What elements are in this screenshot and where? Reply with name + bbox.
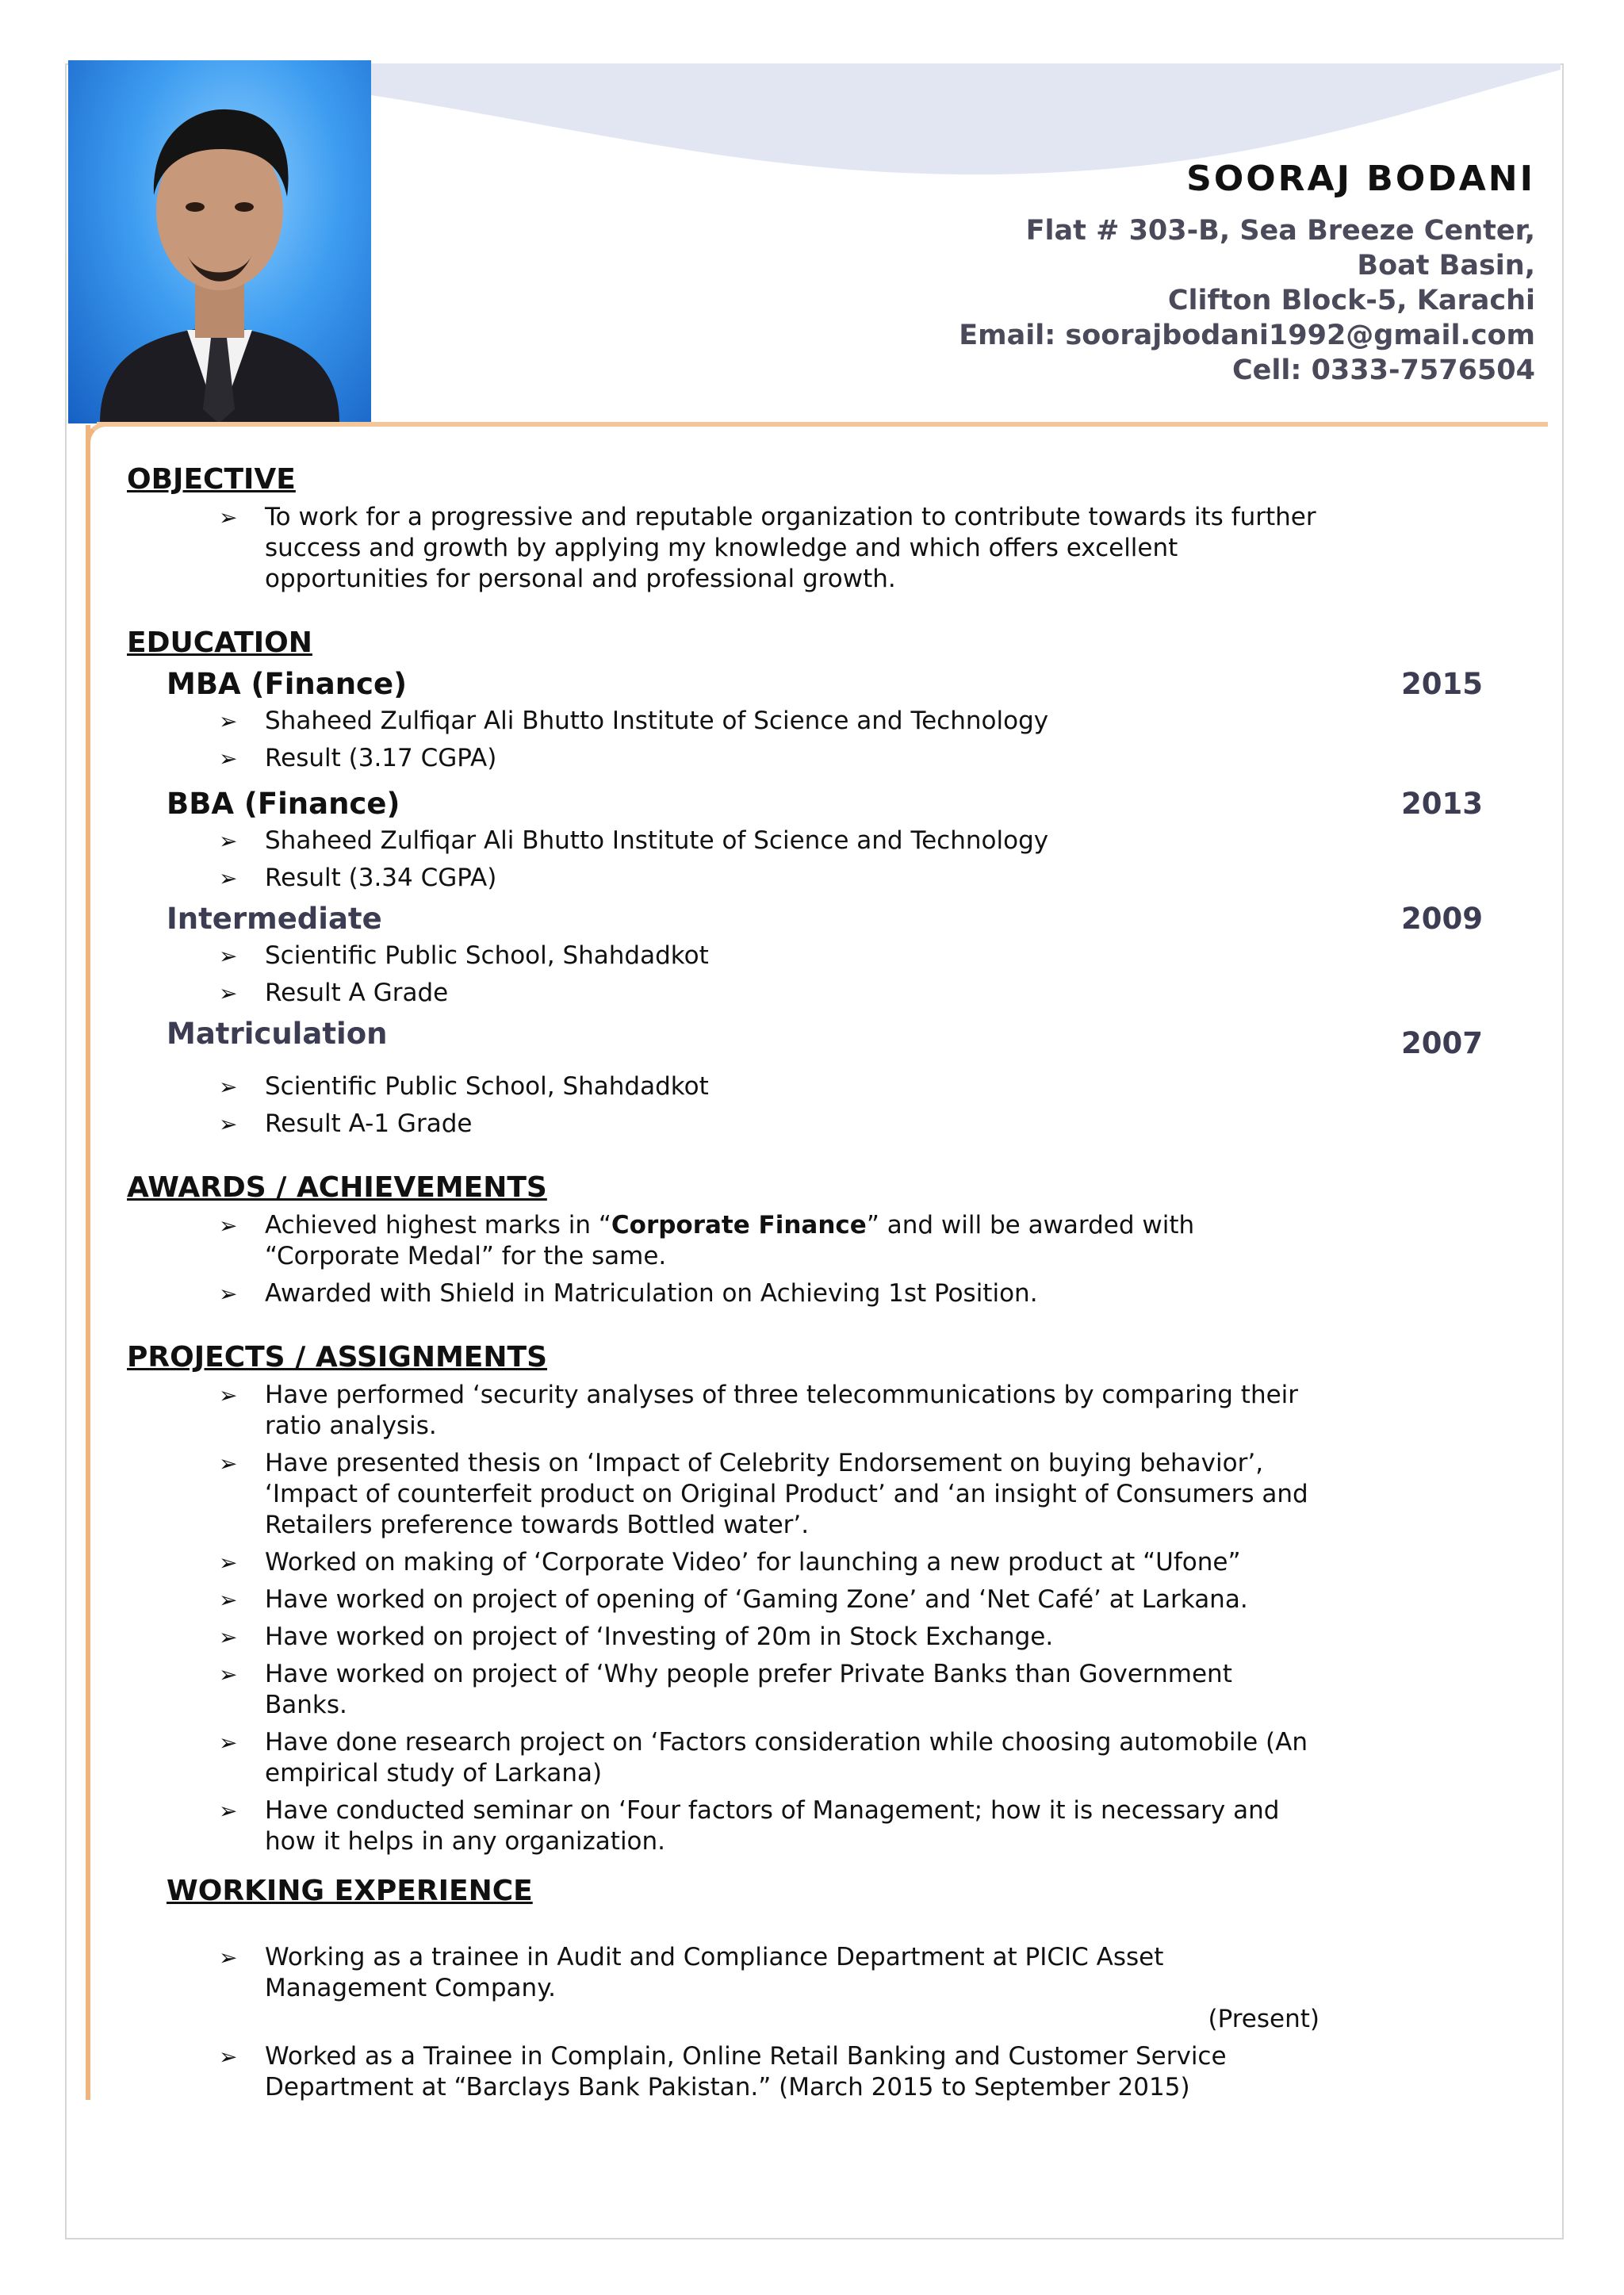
degree-name: Intermediate: [167, 902, 382, 936]
awards-list: [127, 1210, 1491, 1309]
arrow-bullet-icon: ➢: [219, 1730, 238, 1756]
arrow-bullet-icon: ➢: [219, 1624, 238, 1650]
list-item: ➢ Result A Grade: [219, 979, 449, 1007]
address-line: Flat # 303-B, Sea Breeze Center,: [1025, 215, 1535, 247]
arrow-bullet-icon: ➢: [219, 1382, 238, 1408]
degree-name: Matriculation: [167, 1017, 388, 1051]
list-item: ➢ Shaheed Zulfiqar Ali Bhutto Institute of Science and Technology: [219, 826, 1049, 855]
list-item: ➢ Result (3.34 CGPA): [219, 864, 497, 892]
arrow-bullet-icon: ➢: [219, 1587, 238, 1613]
objective-list: [127, 502, 1491, 595]
arrow-bullet-icon: ➢: [219, 865, 238, 891]
section-title-objective: OBJECTIVE: [127, 463, 296, 496]
arrow-bullet-icon: ➢: [219, 1281, 238, 1307]
contact-header: [959, 159, 1535, 388]
list-item: ➢ Result A-1 Grade: [219, 1109, 473, 1138]
section-title-projects: PROJECTS / ASSIGNMENTS: [127, 1341, 548, 1374]
list-item: ➢ To work for a progressive and reputable organization to contribute towards its further success and growth by applying my knowledge and which offers excellent opportunities for personal and professional growth.: [219, 503, 1316, 593]
arrow-bullet-icon: ➢: [219, 708, 238, 734]
arrow-bullet-icon: ➢: [219, 1213, 238, 1239]
list-item: ➢ Awarded with Shield in Matriculation on Achieving 1st Position.: [219, 1279, 1038, 1308]
list-item: ➢ Worked on making of ‘Corporate Video’ for launching a new product at “Ufone”: [219, 1548, 1241, 1577]
list-item: ➢ Working as a trainee in Audit and Compliance Department at PICIC Asset Management Company. (Present): [219, 1943, 1320, 2033]
education-entry: [127, 902, 1515, 936]
list-item: ➢ Have worked on project of opening of ‘Gaming Zone’ and ‘Net Café’ at Larkana.: [219, 1585, 1248, 1614]
arrow-bullet-icon: ➢: [219, 1074, 238, 1100]
candidate-name: SOORAJ BODANI: [1186, 159, 1535, 199]
section-title-experience: WORKING EXPERIENCE: [167, 1875, 533, 1907]
education-details: [127, 706, 1491, 774]
arrow-bullet-icon: ➢: [219, 1111, 238, 1137]
left-margin-rule: [86, 425, 90, 2100]
degree-name: MBA (Finance): [167, 667, 407, 701]
experience-list: [127, 1942, 1491, 2103]
header-divider: [97, 422, 1548, 427]
education-details: [127, 1071, 1491, 1140]
arrow-bullet-icon: ➢: [219, 745, 238, 772]
education-details: [127, 826, 1491, 894]
list-item: ➢ Have worked on project of ‘Investing of 20m in Stock Exchange.: [219, 1623, 1054, 1651]
degree-year: 2007: [1401, 1026, 1483, 1060]
arrow-bullet-icon: ➢: [219, 2044, 238, 2070]
arrow-bullet-icon: ➢: [219, 980, 238, 1006]
degree-year: 2009: [1401, 902, 1483, 936]
arrow-bullet-icon: ➢: [219, 943, 238, 969]
resume-body: [127, 460, 1491, 2109]
status-present: (Present): [1208, 2005, 1320, 2033]
education-entry: [127, 787, 1515, 821]
list-item: ➢ Have worked on project of ‘Why people prefer Private Banks than Government Banks.: [219, 1660, 1232, 1719]
address-line: Boat Basin,: [1357, 250, 1535, 282]
arrow-bullet-icon: ➢: [219, 1450, 238, 1477]
list-item: ➢ Scientific Public School, Shahdadkot: [219, 941, 709, 970]
list-item: ➢ Have conducted seminar on ‘Four factors of Management; how it is necessary and how it helps in any organization.: [219, 1796, 1280, 1856]
projects-list: [127, 1380, 1491, 1857]
education-details: [127, 941, 1491, 1009]
arrow-bullet-icon: ➢: [219, 1661, 238, 1688]
cell-line: Cell: 0333-7576504: [1231, 354, 1535, 386]
list-item: ➢ Achieved highest marks in “Corporate Finance” and will be awarded with “Corporate Medal” for the same.: [219, 1211, 1195, 1270]
email-line: Email: soorajbodani1992@gmail.com: [959, 320, 1535, 351]
list-item: ➢ Worked as a Trainee in Complain, Online Retail Banking and Customer Service Department at “Barclays Bank Pakistan.” (March 2015 to September 2015): [219, 2042, 1227, 2102]
section-title-awards: AWARDS / ACHIEVEMENTS: [127, 1171, 547, 1204]
list-item: ➢ Have performed ‘security analyses of three telecommunications by comparing their ratio analysis.: [219, 1381, 1299, 1440]
address-line: Clifton Block-5, Karachi: [1167, 285, 1535, 316]
section-title-education: EDUCATION: [127, 626, 312, 659]
arrow-bullet-icon: ➢: [219, 504, 238, 531]
list-item: ➢ Result (3.17 CGPA): [219, 744, 497, 772]
arrow-bullet-icon: ➢: [219, 1944, 238, 1971]
degree-year: 2013: [1401, 787, 1483, 821]
arrow-bullet-icon: ➢: [219, 1550, 238, 1576]
list-item: ➢ Have presented thesis on ‘Impact of Celebrity Endorsement on buying behavior’, ‘Impact of counterfeit product on Original Product’ and ‘an insight of Consumers and Retailers preference towards Bottled water’.: [219, 1449, 1308, 1539]
education-entry: [127, 667, 1515, 701]
education-entry: [127, 1017, 1515, 1060]
list-item: ➢ Have done research project on ‘Factors consideration while choosing automobile (An empirical study of Larkana): [219, 1728, 1308, 1787]
profile-photo: [68, 60, 371, 423]
list-item: ➢ Scientific Public School, Shahdadkot: [219, 1072, 709, 1101]
list-item: ➢ Shaheed Zulfiqar Ali Bhutto Institute of Science and Technology: [219, 707, 1049, 735]
arrow-bullet-icon: ➢: [219, 1798, 238, 1824]
arrow-bullet-icon: ➢: [219, 828, 238, 854]
degree-name: BBA (Finance): [167, 787, 400, 821]
degree-year: 2015: [1401, 667, 1483, 701]
